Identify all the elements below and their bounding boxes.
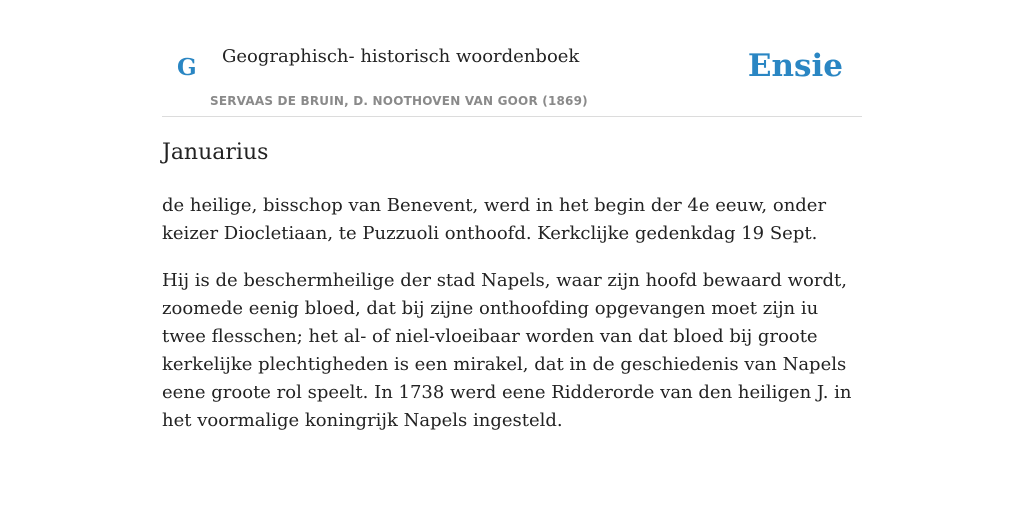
book-letter-badge[interactable]: G: [177, 54, 197, 81]
book-header: [162, 0, 862, 117]
ensie-logo-link[interactable]: Ensie: [747, 48, 843, 84]
content-container: [162, 0, 862, 431]
entry-paragraph: Hij is de beschermheilige der stad Napels, waar zijn hoofd bewaard wordt, zoomede eenig bloed, dat bij zijne onthoofding opgevangen moet zijn iu twee flesschen; het al- of niel-vloeibaar worden van dat bloed bij groote kerkelijke plechtigheden is een mirakel, dat in de geschiedenis van Napels eene groote rol speelt. In 1738 werd eene Ridderorde van den heiligen J. in het voormalige koningrijk Napels ingesteld.: [162, 270, 852, 431]
book-title-link[interactable]: Geographisch- historisch woordenboek: [222, 46, 580, 67]
entry-paragraph: de heilige, bisschop van Benevent, werd in het begin der 4e eeuw, onder keizer Diocletiaan, te Puzzuoli onthoofd. Kerkclijke gedenkdag 19 Sept.: [162, 195, 827, 244]
book-author: SERVAAS DE BRUIN, D. NOOTHOVEN VAN GOOR (1869): [210, 94, 588, 108]
entry-title: Januarius: [162, 140, 269, 165]
